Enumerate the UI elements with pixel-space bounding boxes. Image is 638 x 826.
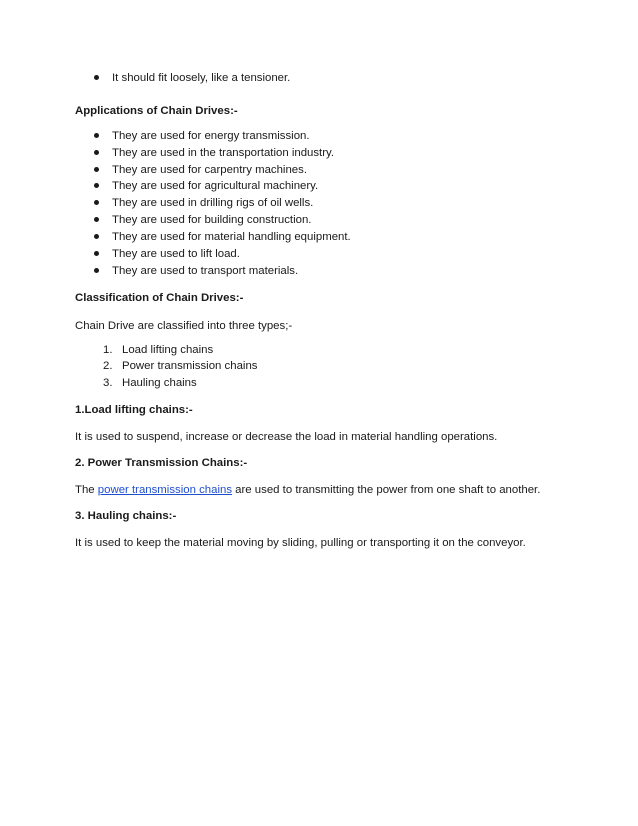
bullet-icon [94, 183, 99, 188]
applications-heading: Applications of Chain Drives:- [75, 105, 238, 117]
bullet-icon [94, 75, 99, 80]
bullet-icon [94, 268, 99, 273]
power-transmission-chains-link[interactable]: power transmission chains [97, 484, 233, 496]
section2-text-before: The [75, 484, 98, 496]
bullet-icon [94, 200, 99, 205]
list-item-text: Load lifting chains [122, 344, 214, 356]
list-number: 3. [103, 377, 113, 389]
list-item-text: They are used for material handling equipment. [112, 231, 351, 243]
bullet-icon [94, 217, 99, 222]
list-number: 2. [103, 360, 113, 372]
bullet-icon [94, 167, 99, 172]
intro-bullet-text: It should fit loosely, like a tensioner. [112, 72, 291, 84]
bullet-icon [94, 150, 99, 155]
section3-heading: 3. Hauling chains:- [75, 510, 177, 522]
list-item-text: Power transmission chains [122, 360, 258, 372]
bullet-icon [94, 251, 99, 256]
section1-heading: 1.Load lifting chains:- [75, 404, 193, 416]
list-item-text: They are used to lift load. [112, 248, 240, 260]
list-item-text: They are used in the transportation industry. [112, 147, 335, 159]
bullet-icon [94, 133, 99, 138]
section3-text: It is used to keep the material moving by sliding, pulling or transporting it on the conveyor. [75, 537, 526, 549]
list-item-text: They are used for carpentry machines. [112, 164, 307, 176]
list-item-text: They are used in drilling rigs of oil wells. [112, 197, 314, 209]
section2-heading: 2. Power Transmission Chains:- [75, 457, 248, 469]
bullet-icon [94, 234, 99, 239]
section1-text: It is used to suspend, increase or decrease the load in material handling operations. [75, 431, 498, 443]
list-item-text: They are used to transport materials. [112, 265, 299, 277]
section2-text [75, 482, 540, 498]
list-item-text: They are used for energy transmission. [112, 130, 310, 142]
list-number: 1. [103, 344, 113, 356]
classification-heading: Classification of Chain Drives:- [75, 292, 244, 304]
classification-intro: Chain Drive are classified into three types;- [75, 320, 293, 332]
list-item-text: Hauling chains [122, 377, 197, 389]
section2-text-after: are used to transmitting the power from one shaft to another. [232, 484, 541, 496]
list-item-text: They are used for agricultural machinery. [112, 180, 319, 192]
list-item-text: They are used for building construction. [112, 214, 312, 226]
